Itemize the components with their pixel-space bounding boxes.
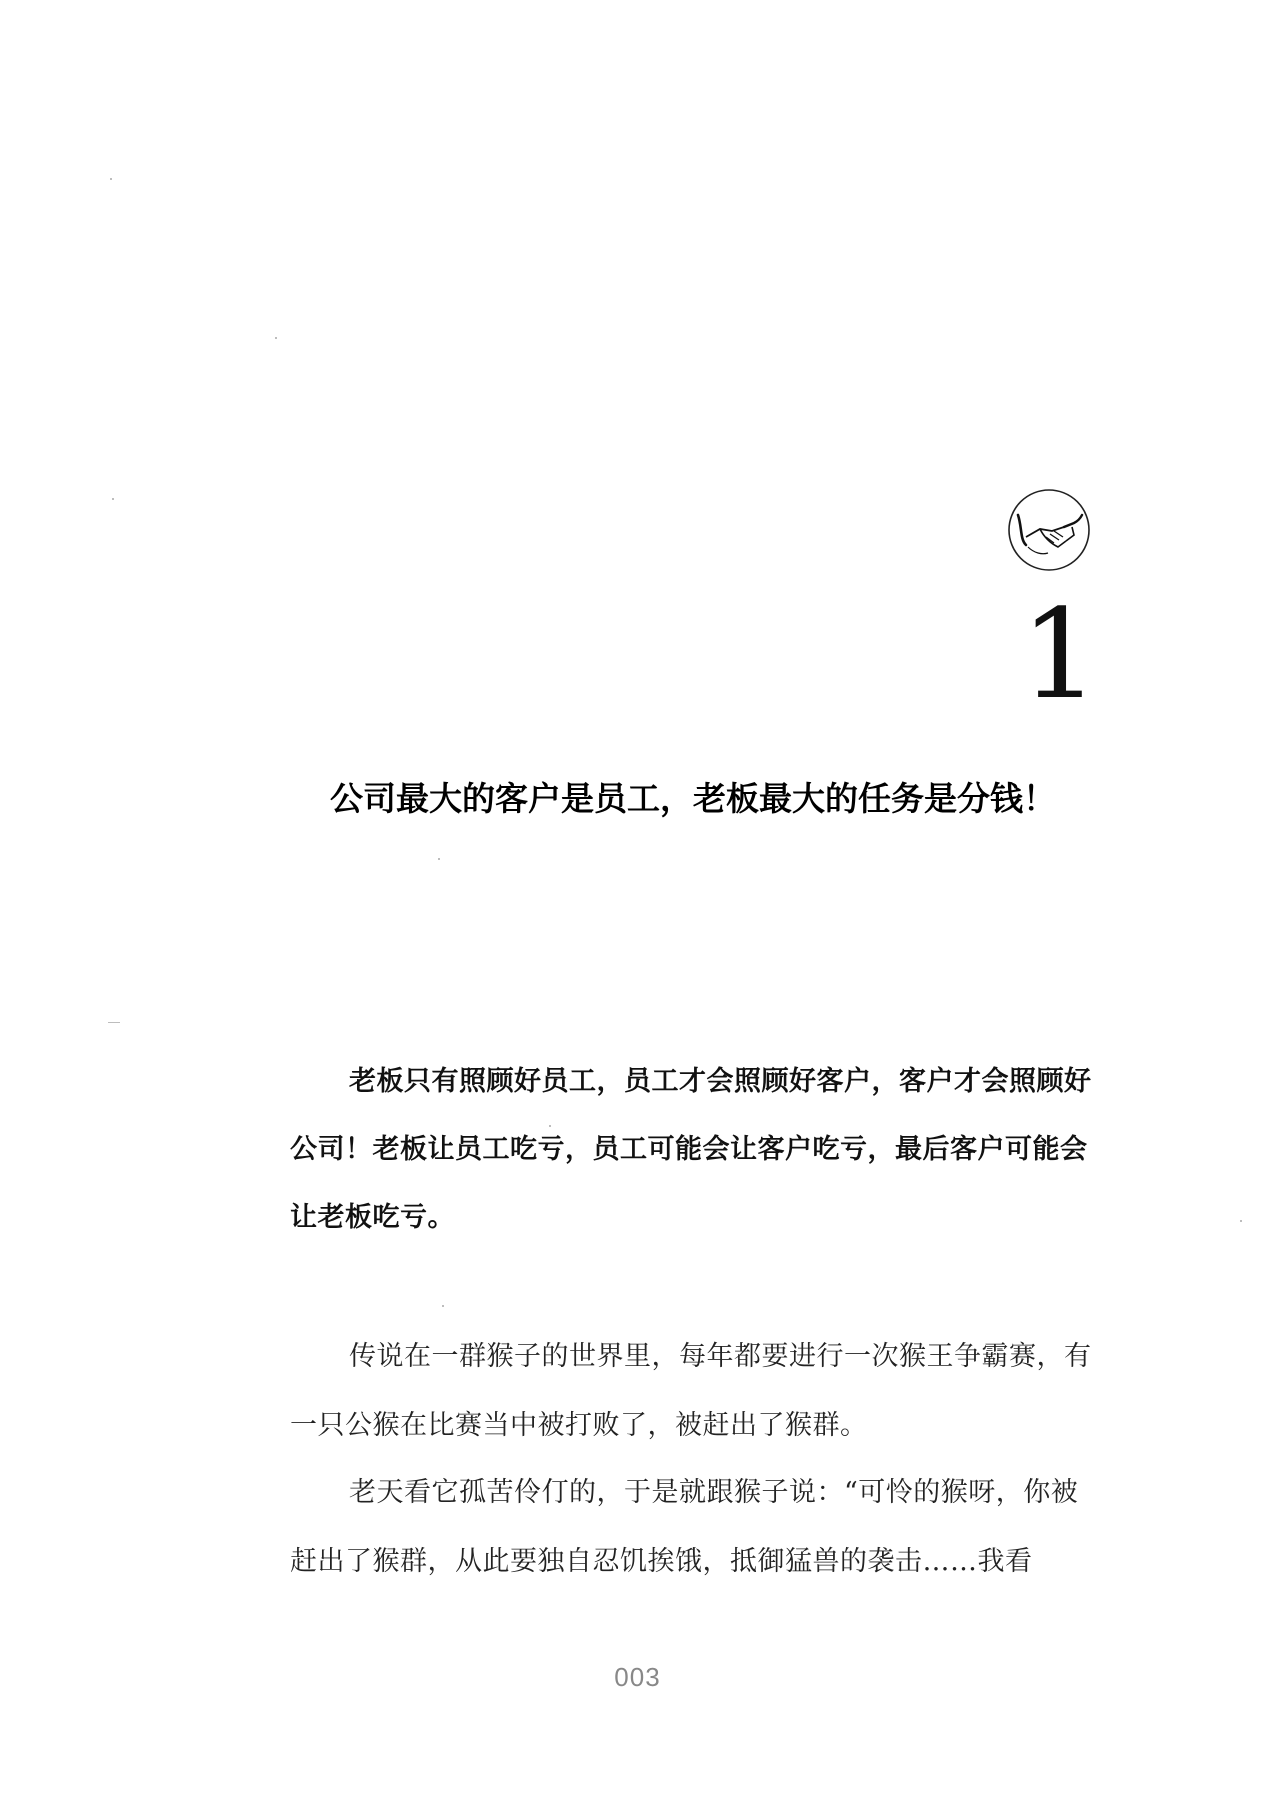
body-paragraph: 传说在一群猴子的世界里，每年都要进行一次猴王争霸赛，有一只公猴在比赛当中被打败了，被赶出了猴群。 [290, 1341, 1092, 1441]
chapter-title: 公司最大的客户是员工，老板最大的任务是分钱！ [330, 779, 1056, 818]
scan-speck [108, 1022, 120, 1023]
page-number: 003 [614, 1662, 661, 1692]
chapter-summary: 老板只有照顾好员工，员工才会照顾好客户，客户才会照顾好公司！老板让员工吃亏，员工可能会让客户吃亏，最后客户可能会让老板吃亏。 [290, 1066, 1092, 1233]
scan-speck [275, 337, 277, 339]
scan-speck [438, 858, 440, 860]
scan-speck [442, 1305, 444, 1307]
body-paragraph: 老天看它孤苦伶仃的，于是就跟猴子说：“可怜的猴呀，你被赶出了猴群，从此要独自忍饥挨饿，抵御猛兽的袭击……我看 [290, 1477, 1079, 1577]
scan-speck [110, 178, 112, 180]
chapter-number: 1 [1020, 583, 1100, 727]
scan-speck [1240, 1220, 1242, 1222]
handshake-icon [1006, 487, 1092, 573]
scan-speck [112, 498, 114, 500]
